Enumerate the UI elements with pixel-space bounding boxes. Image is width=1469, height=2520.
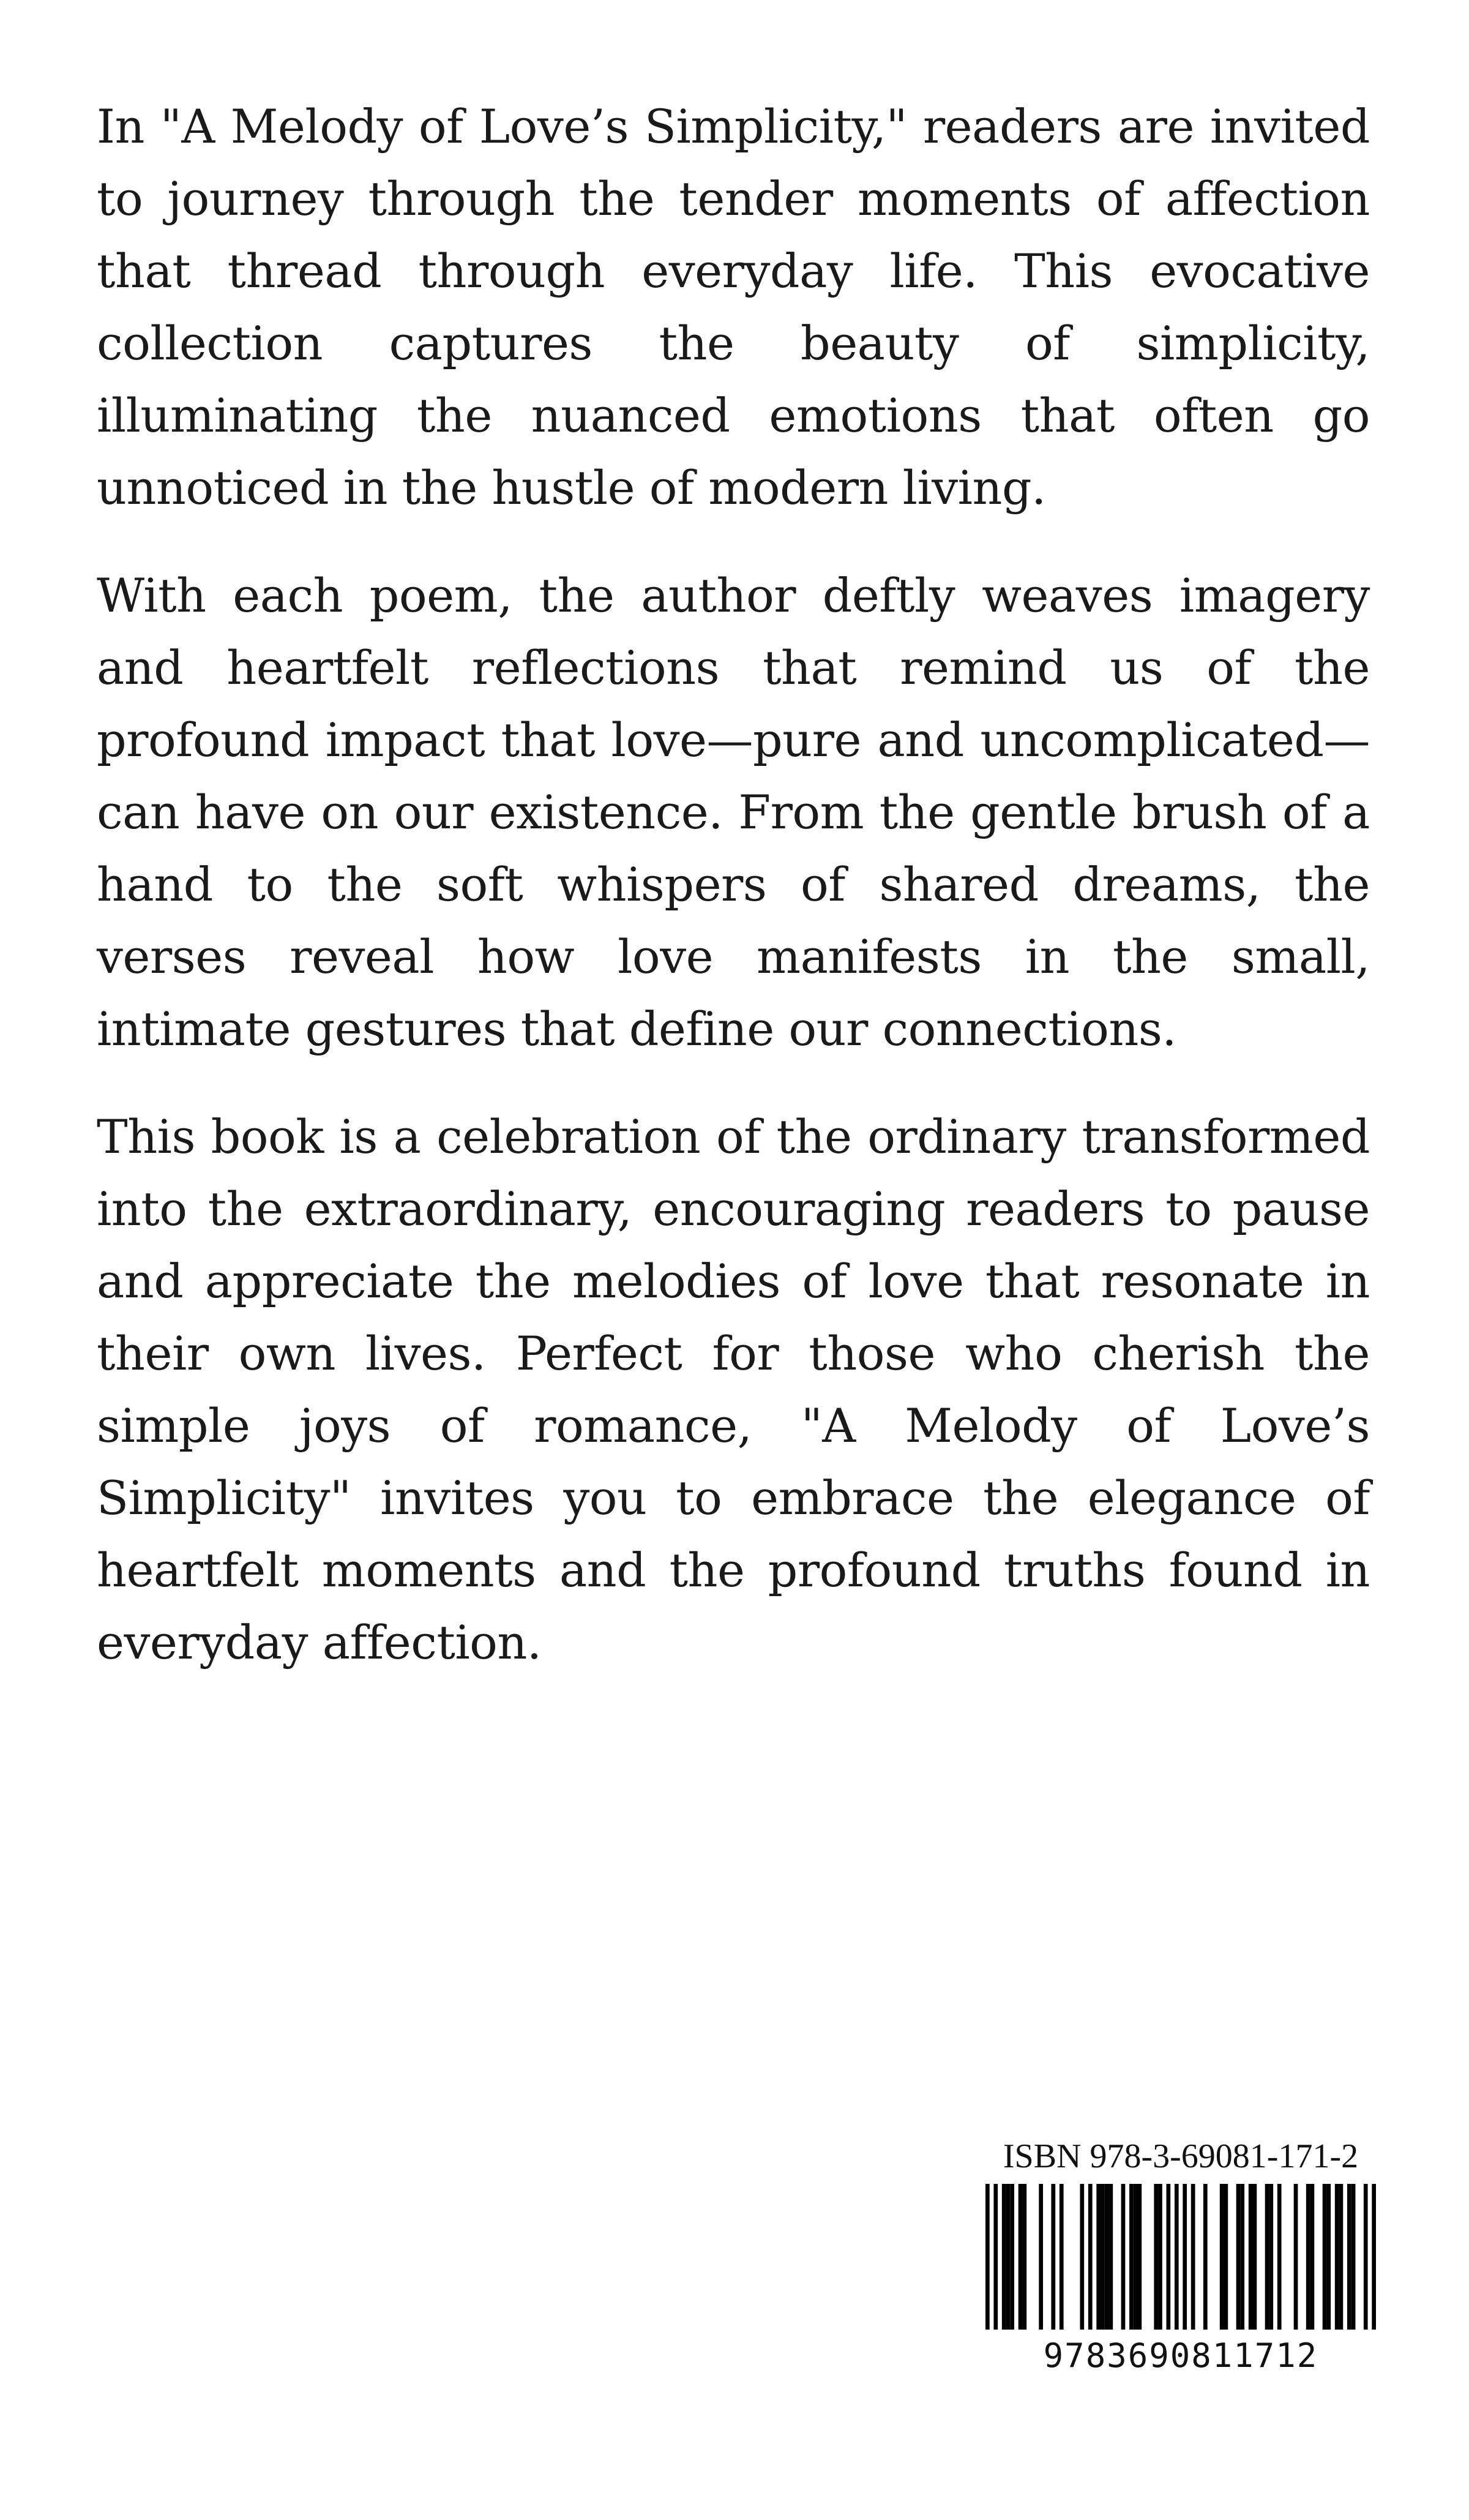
blurb-paragraph-3: This book is a celebration of the ordinary transformed into the extraordinary, encouraging readers to pause and appreciate the melodies of love that resonate in their own lives. Perfect for those who cherish the simple joys of romance, "A Melody of Love’s Simplicity" invites you to embrace the elegance of heartfelt moments and the profound truths found in everyday affection. [97,1109,1370,1670]
barcode-image [985,2184,1376,2330]
cover-blurb [97,91,1370,1714]
barcode-bar [1154,2184,1158,2330]
barcode-bar [1158,2184,1162,2330]
barcode-bar [1294,2184,1298,2330]
barcode-bar [1108,2184,1113,2330]
barcode-bar [1326,2184,1331,2330]
barcode-bar [985,2184,990,2330]
barcode-bar [1002,2184,1006,2330]
barcode-bar [1022,2184,1026,2330]
barcode-bar [1277,2184,1282,2330]
barcode-bar [1351,2184,1356,2330]
barcode-bar [1191,2184,1195,2330]
barcode-bar [1101,2184,1105,2330]
barcode-bar [1166,2184,1170,2330]
barcode-bar [1121,2184,1126,2330]
barcode-bar [1265,2184,1269,2330]
barcode-bar [1323,2184,1327,2330]
barcode-bar [1105,2184,1109,2330]
barcode-bar [1364,2184,1368,2330]
barcode-bar [1224,2184,1228,2330]
blurb-paragraph-2: With each poem, the author deftly weaves imagery and heartfelt reflections that remind us of the profound impact that love—pure and uncomplicated—can have on our existence. From the gentle brush of a hand to the soft whispers of shared dreams, the verses reveal how love manifests in the small, intimate gestures that define our connections. [97,568,1370,1056]
barcode-bar [993,2184,998,2330]
barcode-bar [1269,2184,1273,2330]
barcode-bar [1236,2184,1241,2330]
barcode-bar [1051,2184,1055,2330]
barcode-bar [1137,2184,1142,2330]
barcode-bar [1339,2184,1344,2330]
blurb-paragraph-1: In "A Melody of Love’s Simplicity," readers are invited to journey through the tender moments of affection that thread through everyday life. This evocative collection captures the beauty of simplicity, illuminating the nuanced emotions that often go unnoticed in the hustle of modern living. [97,99,1370,515]
barcode-bar [1096,2184,1101,2330]
barcode-bar [1203,2184,1208,2330]
barcode-bar [1335,2184,1339,2330]
isbn-barcode-block [978,2135,1383,2381]
barcode-bar [1310,2184,1315,2330]
barcode-bar [1220,2184,1224,2330]
barcode-bar [1134,2184,1138,2330]
barcode-bar [1306,2184,1310,2330]
barcode-bar [1088,2184,1093,2330]
isbn-label: ISBN 978-3-69081-171-2 [1003,2137,1359,2175]
barcode-bar [1183,2184,1187,2330]
isbn-digits: 9783690811712 [1043,2336,1318,2375]
barcode-bar [1019,2184,1023,2330]
barcode-bar [1253,2184,1257,2330]
barcode-bar [1080,2184,1084,2330]
barcode-bar [1060,2184,1064,2330]
barcode-bar [1129,2184,1134,2330]
barcode-bar [1039,2184,1043,2330]
barcode-bar [1175,2184,1179,2330]
barcode-bar [1249,2184,1253,2330]
barcode-bar [1240,2184,1244,2330]
barcode-bar [1347,2184,1351,2330]
barcode-bar [1010,2184,1014,2330]
barcode-bar [1372,2184,1376,2330]
barcode-bar [1006,2184,1011,2330]
